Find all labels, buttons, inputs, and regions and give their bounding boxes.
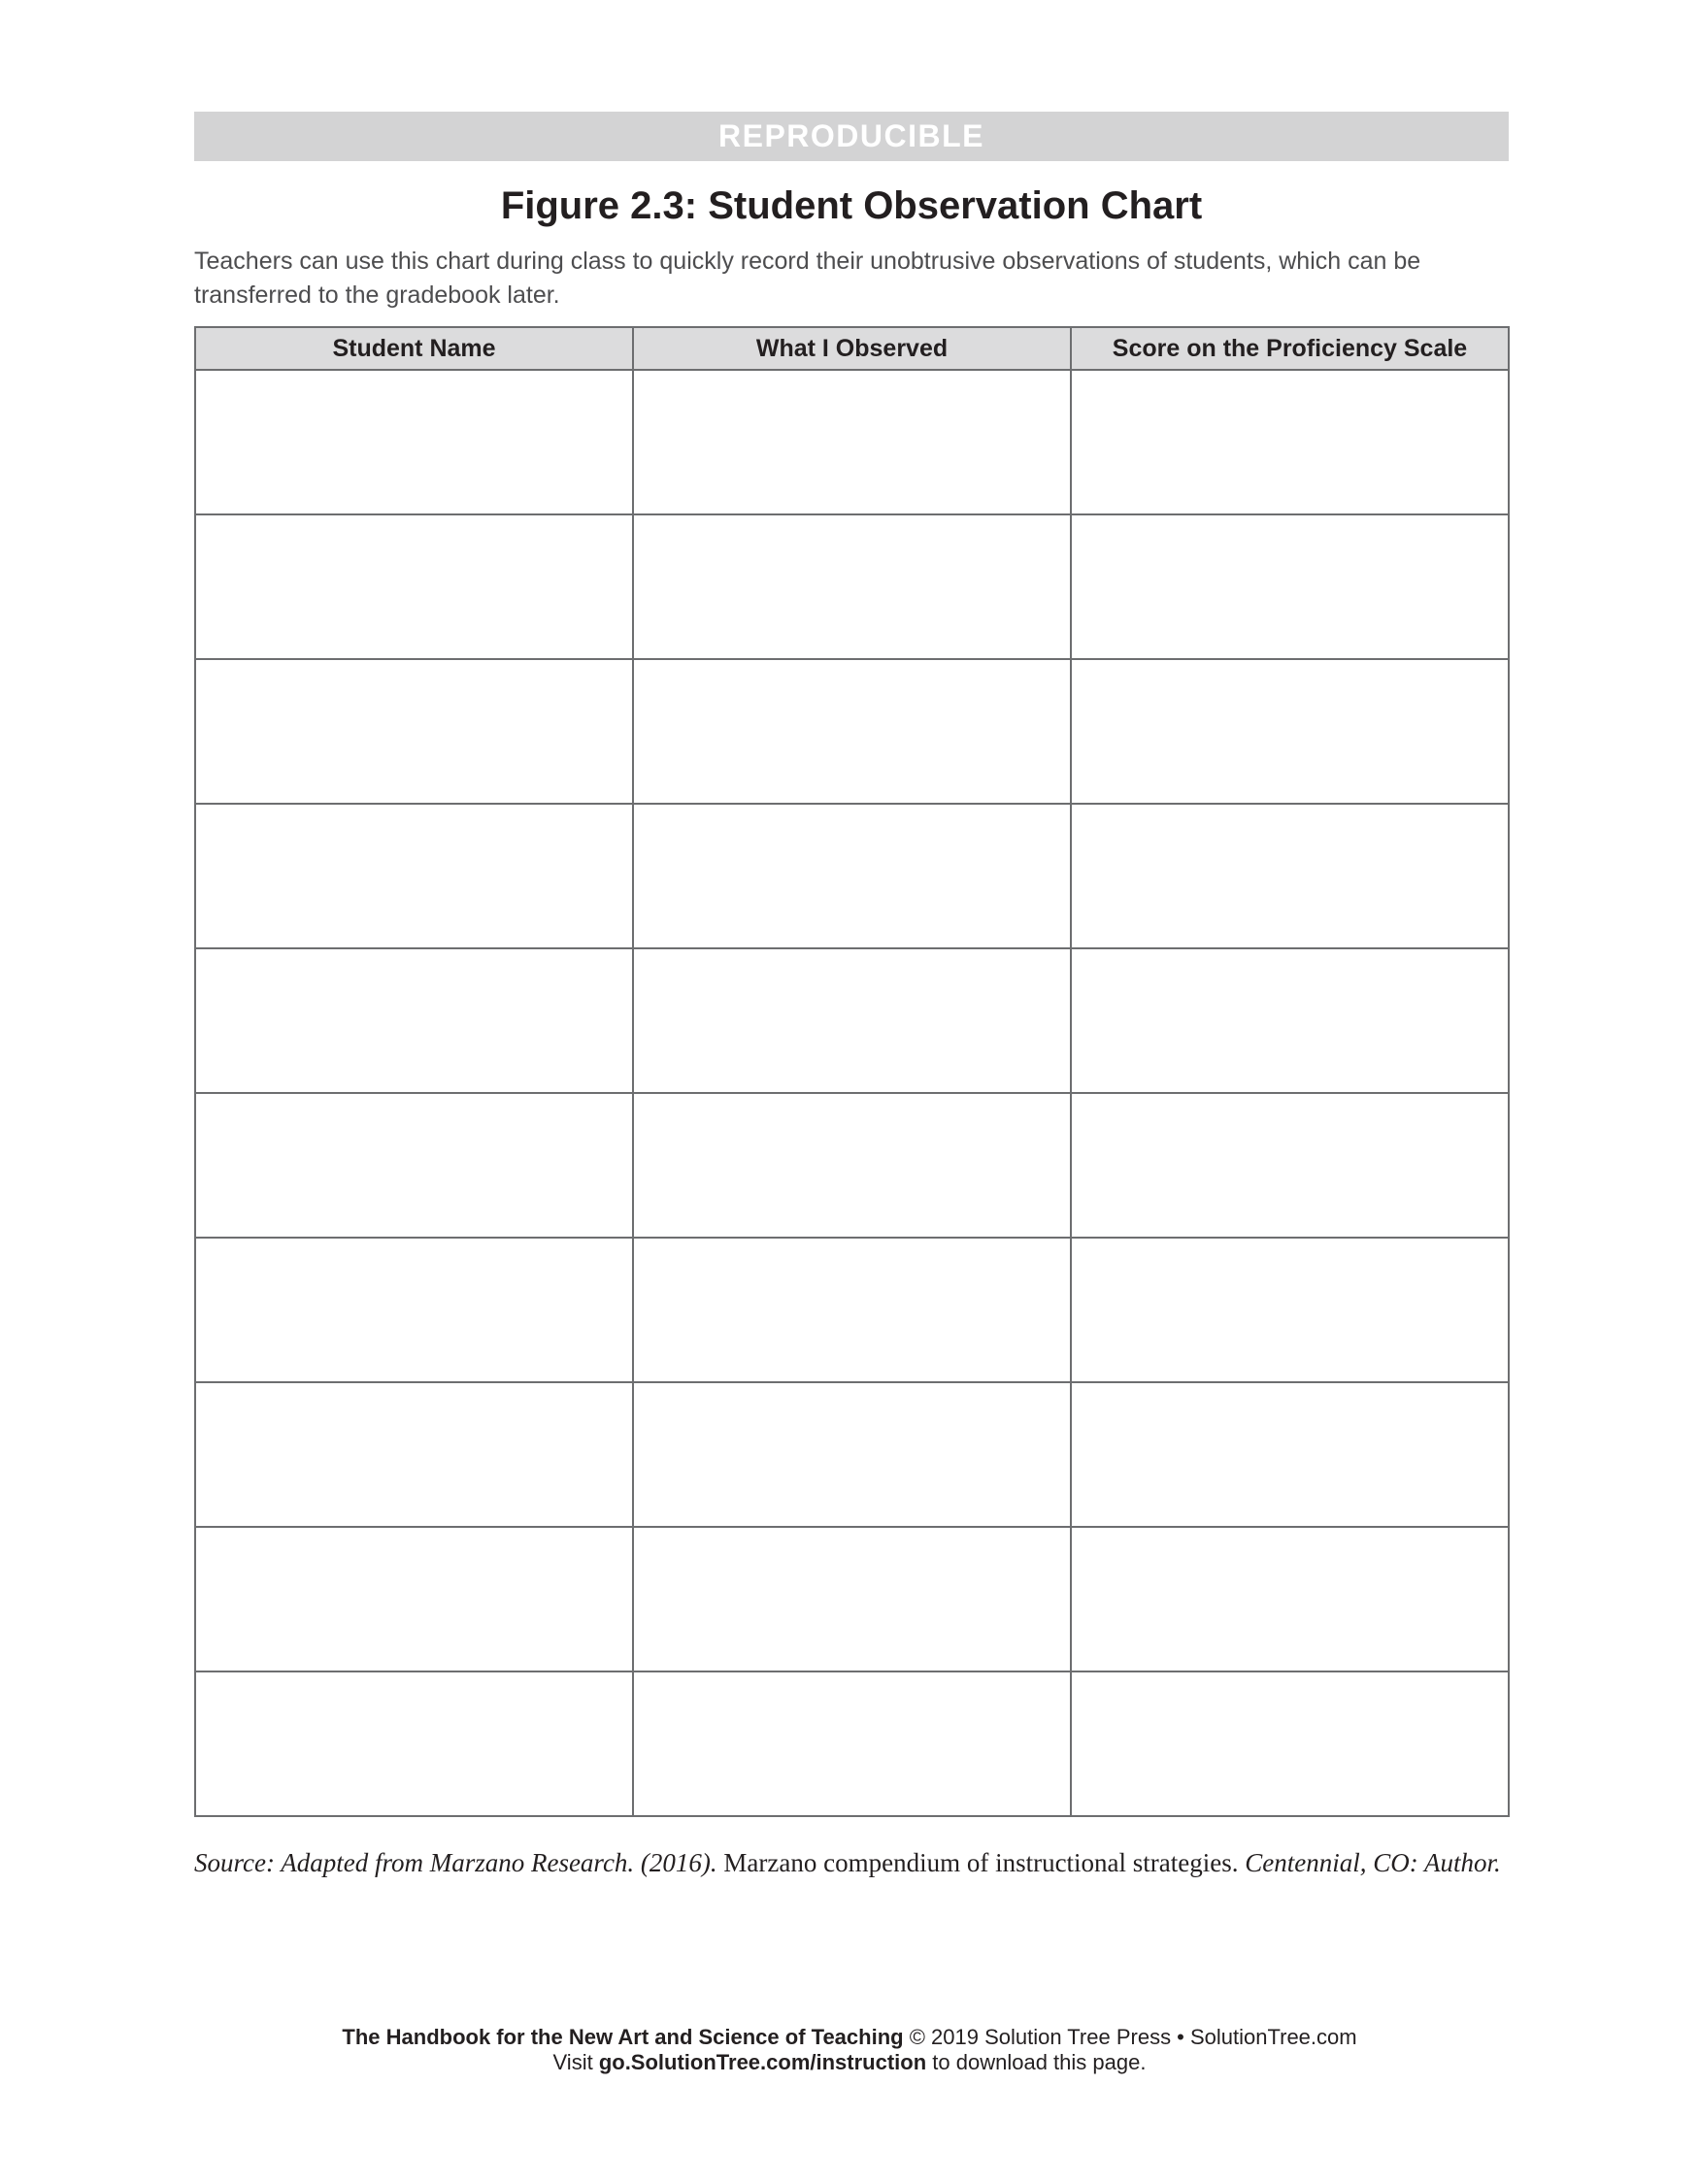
observation-cell[interactable] bbox=[633, 1238, 1071, 1382]
student-name-cell[interactable] bbox=[195, 1671, 633, 1816]
footer-line-1 bbox=[0, 2025, 1699, 2050]
banner-label: REPRODUCIBLE bbox=[717, 118, 984, 153]
table-row bbox=[195, 370, 1509, 514]
score-cell[interactable] bbox=[1071, 1238, 1509, 1382]
student-name-cell[interactable] bbox=[195, 1093, 633, 1238]
student-name-cell[interactable] bbox=[195, 370, 633, 514]
observation-cell[interactable] bbox=[633, 1527, 1071, 1671]
source-citation bbox=[194, 1848, 1553, 1878]
footer-visit-prefix: Visit bbox=[552, 2050, 599, 2074]
footer-book-title: The Handbook for the New Art and Science of Teaching bbox=[342, 2025, 904, 2049]
table-row bbox=[195, 1671, 1509, 1816]
score-cell[interactable] bbox=[1071, 1093, 1509, 1238]
table-header-row bbox=[195, 327, 1509, 370]
student-name-cell[interactable] bbox=[195, 804, 633, 948]
column-header-student-name: Student Name bbox=[195, 327, 633, 370]
observation-cell[interactable] bbox=[633, 514, 1071, 659]
source-prefix: Source: Adapted from Marzano Research. (2016). bbox=[194, 1848, 717, 1877]
student-name-cell[interactable] bbox=[195, 659, 633, 804]
score-cell[interactable] bbox=[1071, 1382, 1509, 1527]
score-cell[interactable] bbox=[1071, 659, 1509, 804]
column-header-score: Score on the Proficiency Scale bbox=[1071, 327, 1509, 370]
observation-cell[interactable] bbox=[633, 1671, 1071, 1816]
observation-cell[interactable] bbox=[633, 948, 1071, 1093]
score-cell[interactable] bbox=[1071, 1671, 1509, 1816]
page-footer bbox=[0, 2025, 1699, 2075]
observation-cell[interactable] bbox=[633, 1382, 1071, 1527]
table-row bbox=[195, 1382, 1509, 1527]
observation-cell[interactable] bbox=[633, 1093, 1071, 1238]
table-row bbox=[195, 1238, 1509, 1382]
table-row bbox=[195, 1093, 1509, 1238]
score-cell[interactable] bbox=[1071, 514, 1509, 659]
table-body bbox=[195, 370, 1509, 1816]
table-row bbox=[195, 514, 1509, 659]
footer-visit-suffix: to download this page. bbox=[926, 2050, 1147, 2074]
reproducible-banner bbox=[194, 112, 1509, 161]
table-row bbox=[195, 948, 1509, 1093]
footer-line-2 bbox=[0, 2050, 1699, 2075]
page-title: Figure 2.3: Student Observation Chart bbox=[500, 184, 1203, 227]
score-cell[interactable] bbox=[1071, 370, 1509, 514]
score-cell[interactable] bbox=[1071, 948, 1509, 1093]
footer-copyright: © 2019 Solution Tree Press • SolutionTree.com bbox=[903, 2025, 1357, 2049]
source-suffix: Centennial, CO: Author. bbox=[1238, 1848, 1501, 1877]
footer-url[interactable]: go.SolutionTree.com/instruction bbox=[598, 2050, 927, 2074]
score-cell[interactable] bbox=[1071, 804, 1509, 948]
table-row bbox=[195, 1527, 1509, 1671]
observation-cell[interactable] bbox=[633, 804, 1071, 948]
observation-cell[interactable] bbox=[633, 370, 1071, 514]
score-cell[interactable] bbox=[1071, 1527, 1509, 1671]
student-name-cell[interactable] bbox=[195, 1527, 633, 1671]
student-name-cell[interactable] bbox=[195, 514, 633, 659]
student-name-cell[interactable] bbox=[195, 1382, 633, 1527]
student-name-cell[interactable] bbox=[195, 948, 633, 1093]
student-name-cell[interactable] bbox=[195, 1238, 633, 1382]
source-work: Marzano compendium of instructional strategies. bbox=[716, 1848, 1239, 1877]
table-row bbox=[195, 804, 1509, 948]
observation-cell[interactable] bbox=[633, 659, 1071, 804]
table-row bbox=[195, 659, 1509, 804]
observation-table bbox=[194, 326, 1510, 1817]
column-header-what-i-observed: What I Observed bbox=[633, 327, 1071, 370]
intro-text: Teachers can use this chart during class to quickly record their unobtrusive observations of students, which can be transferred to the gradebook later. bbox=[194, 248, 1421, 309]
